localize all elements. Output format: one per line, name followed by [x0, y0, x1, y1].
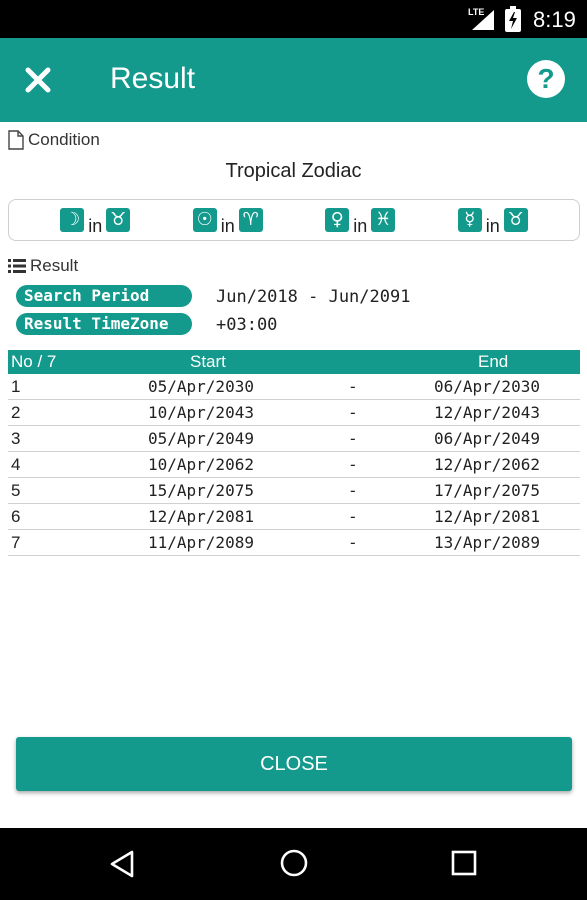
taurus-icon: ♉ [106, 208, 130, 232]
row-start: 12/Apr/2081 [148, 507, 254, 526]
row-number: 5 [11, 481, 21, 500]
page-title: Result [110, 62, 196, 95]
in-label: in [485, 216, 500, 236]
table-row [8, 400, 580, 426]
table-row [8, 426, 580, 452]
row-end: 12/Apr/2043 [434, 403, 540, 422]
row-separator: - [348, 429, 358, 448]
close-button[interactable]: CLOSE [16, 737, 572, 791]
row-number: 3 [11, 429, 21, 448]
condition-header [8, 130, 100, 150]
status-clock: 8:19 [533, 7, 576, 32]
row-separator: - [348, 403, 358, 422]
timezone-label: Result TimeZone [16, 313, 192, 335]
help-button[interactable]: ? [527, 60, 565, 98]
navigation-bar [0, 828, 587, 900]
back-icon[interactable] [108, 849, 138, 879]
result-header [8, 256, 78, 276]
condition-label: Condition [28, 130, 100, 149]
network-type: LTE [468, 7, 485, 17]
row-number: 1 [11, 377, 21, 396]
condition-planets [8, 199, 580, 241]
venus-icon: ♀ [325, 208, 349, 232]
row-start: 10/Apr/2062 [148, 455, 254, 474]
search-period-value: Jun/2018 - Jun/2091 [216, 287, 411, 307]
row-separator: - [348, 481, 358, 500]
result-label: Result [30, 256, 79, 275]
recent-apps-icon[interactable] [451, 850, 477, 876]
column-header-no: No / 7 [11, 352, 57, 371]
row-start: 05/Apr/2049 [148, 429, 254, 448]
row-number: 6 [11, 507, 21, 526]
in-label: in [353, 216, 368, 236]
condition-pair-moon [60, 208, 130, 236]
row-start: 10/Apr/2043 [148, 403, 254, 422]
sun-icon: ☉ [193, 208, 217, 232]
app-bar [0, 38, 587, 122]
table-row [8, 504, 580, 530]
row-number: 2 [11, 403, 21, 422]
table-row [8, 530, 580, 556]
condition-pair-mercury [458, 208, 528, 236]
row-start: 05/Apr/2030 [148, 377, 254, 396]
row-end: 12/Apr/2081 [434, 507, 540, 526]
row-end: 12/Apr/2062 [434, 455, 540, 474]
row-separator: - [348, 377, 358, 396]
table-header [8, 350, 580, 374]
search-period-label: Search Period [16, 285, 192, 307]
close-icon[interactable] [22, 64, 54, 96]
moon-icon: ☽ [60, 208, 84, 232]
zodiac-type: Tropical Zodiac [225, 160, 362, 182]
list-icon [8, 259, 26, 273]
row-end: 17/Apr/2075 [434, 481, 540, 500]
document-icon [8, 130, 24, 150]
taurus-icon: ♉ [504, 208, 528, 232]
table-row [8, 478, 580, 504]
timezone-value: +03:00 [216, 315, 278, 335]
result-table [8, 374, 580, 556]
in-label: in [220, 216, 235, 236]
table-row [8, 374, 580, 400]
column-header-start: Start [190, 352, 226, 371]
row-separator: - [348, 455, 358, 474]
battery-charging-icon [505, 6, 521, 32]
in-label: in [88, 216, 103, 236]
status-bar [0, 0, 587, 38]
row-number: 4 [11, 455, 21, 474]
column-header-end: End [478, 352, 509, 371]
row-separator: - [348, 533, 358, 552]
signal-icon [470, 10, 494, 30]
row-start: 15/Apr/2075 [148, 481, 254, 500]
home-icon[interactable] [279, 848, 309, 878]
row-start: 11/Apr/2089 [148, 533, 254, 552]
table-row [8, 452, 580, 478]
row-end: 06/Apr/2030 [434, 377, 540, 396]
condition-pair-sun [193, 208, 263, 236]
mercury-icon: ☿ [458, 208, 482, 232]
pisces-icon: ♓ [371, 208, 395, 232]
aries-icon: ♈ [239, 208, 263, 232]
row-separator: - [348, 507, 358, 526]
condition-pair-venus [325, 208, 395, 236]
row-end: 13/Apr/2089 [434, 533, 540, 552]
row-number: 7 [11, 533, 21, 552]
row-end: 06/Apr/2049 [434, 429, 540, 448]
